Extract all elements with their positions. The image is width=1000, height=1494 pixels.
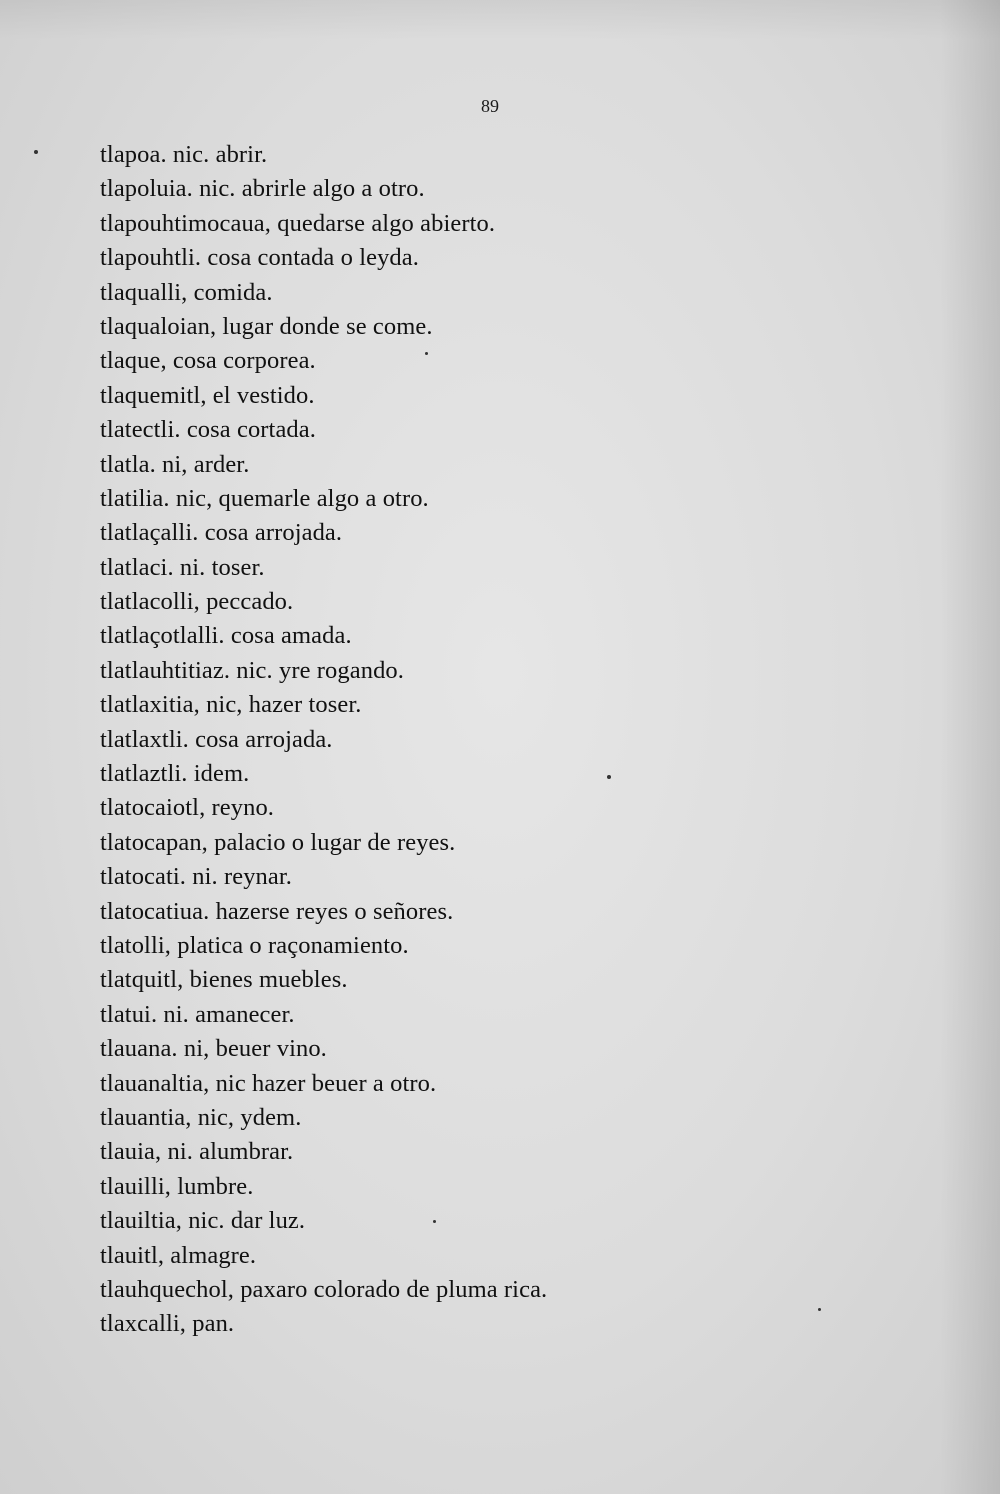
dictionary-entry: tlaque, cosa corporea. bbox=[100, 347, 316, 375]
dictionary-entry: tlauhquechol, paxaro colorado de pluma rica. bbox=[100, 1275, 548, 1303]
page-number: 89 bbox=[481, 96, 499, 116]
page-top-shadow bbox=[0, 0, 1000, 40]
dictionary-entry: tlatlauhtitiaz. nic. yre rogando. bbox=[100, 656, 404, 684]
dictionary-entry: tlatlaztli. idem. bbox=[100, 760, 250, 788]
ink-speck bbox=[34, 150, 38, 154]
ink-speck bbox=[425, 352, 428, 355]
dictionary-entry: tlatlaçotlalli. cosa amada. bbox=[100, 622, 352, 650]
dictionary-entry: tlatocaiotl, reyno. bbox=[100, 794, 275, 822]
dictionary-entry: tlatlaçalli. cosa arrojada. bbox=[100, 519, 343, 547]
dictionary-entry: tlapouhtli. cosa contada o leyda. bbox=[100, 244, 419, 272]
dictionary-entry: tlatquitl, bienes muebles. bbox=[100, 966, 348, 994]
dictionary-entry-list bbox=[100, 138, 660, 1342]
dictionary-entry: tlatlaci. ni. toser. bbox=[100, 553, 265, 581]
dictionary-entry: tlatocati. ni. reynar. bbox=[100, 863, 293, 891]
dictionary-entry: tlatocapan, palacio o lugar de reyes. bbox=[100, 828, 456, 856]
page-edge-shadow bbox=[940, 0, 1000, 1494]
dictionary-entry: tlatectli. cosa cortada. bbox=[100, 416, 316, 444]
dictionary-entry: tlapoluia. nic. abrirle algo a otro. bbox=[100, 175, 425, 203]
dictionary-entry: tlauantia, nic, ydem. bbox=[100, 1103, 302, 1131]
dictionary-entry: tlauitl, almagre. bbox=[100, 1241, 257, 1269]
dictionary-entry: tlaxcalli, pan. bbox=[100, 1310, 235, 1338]
dictionary-entry: tlatilia. nic, quemarle algo a otro. bbox=[100, 484, 429, 512]
dictionary-entry: tlauana. ni, beuer vino. bbox=[100, 1035, 327, 1063]
dictionary-entry: tlauilli, lumbre. bbox=[100, 1172, 254, 1200]
dictionary-entry: tlatolli, platica o raçonamiento. bbox=[100, 931, 409, 959]
dictionary-entry: tlatlaxtli. cosa arrojada. bbox=[100, 725, 333, 753]
dictionary-entry: tlauia, ni. alumbrar. bbox=[100, 1138, 294, 1166]
dictionary-entry: tlauiltia, nic. dar luz. bbox=[100, 1207, 306, 1235]
ink-speck bbox=[607, 775, 611, 779]
dictionary-entry: tlaqualli, comida. bbox=[100, 278, 273, 306]
dictionary-entry: tlaqualoian, lugar donde se come. bbox=[100, 312, 433, 340]
dictionary-entry: tlatui. ni. amanecer. bbox=[100, 1000, 295, 1028]
dictionary-entry: tlatlacolli, peccado. bbox=[100, 588, 294, 616]
ink-speck bbox=[433, 1220, 436, 1223]
ink-speck bbox=[818, 1308, 821, 1311]
dictionary-entry: tlatocatiua. hazerse reyes o señores. bbox=[100, 897, 454, 925]
dictionary-entry: tlapouhtimocaua, quedarse algo abierto. bbox=[100, 209, 496, 237]
dictionary-entry: tlatla. ni, arder. bbox=[100, 450, 250, 478]
dictionary-entry: tlapoa. nic. abrir. bbox=[100, 141, 268, 168]
dictionary-entry: tlauanaltia, nic hazer beuer a otro. bbox=[100, 1069, 437, 1097]
dictionary-entry: tlaquemitl, el vestido. bbox=[100, 381, 315, 409]
dictionary-entry: tlatlaxitia, nic, hazer toser. bbox=[100, 691, 362, 719]
